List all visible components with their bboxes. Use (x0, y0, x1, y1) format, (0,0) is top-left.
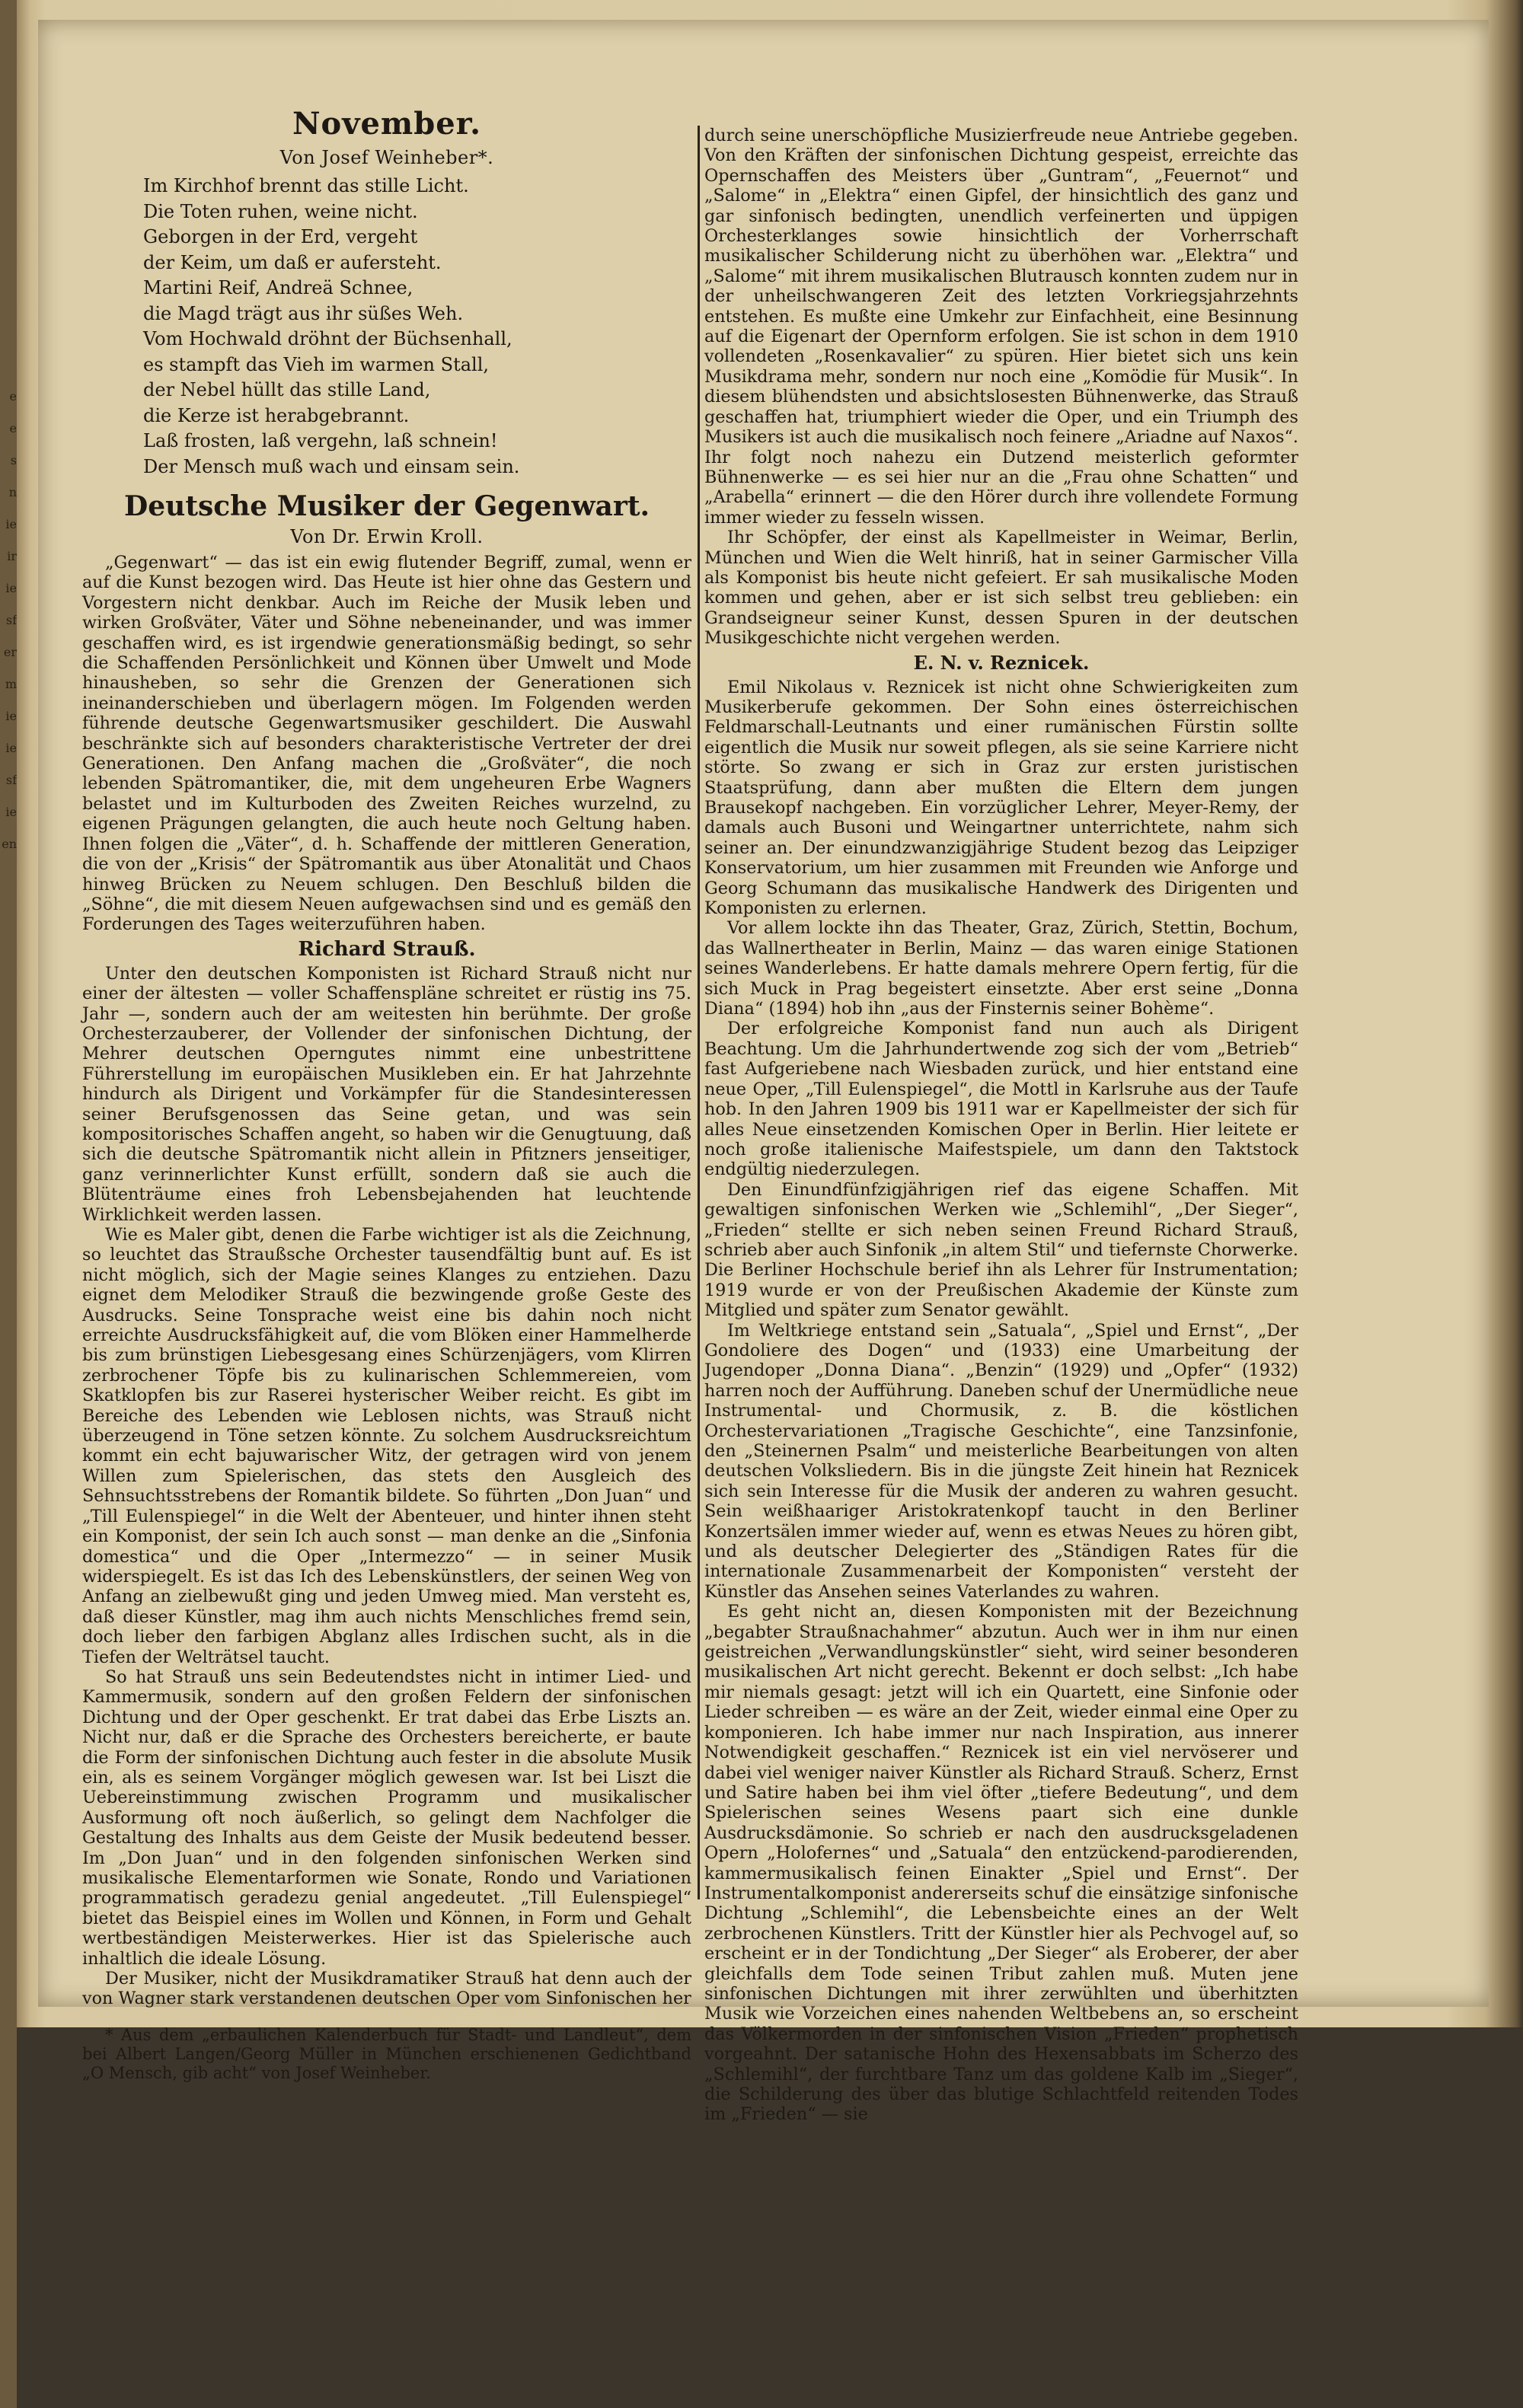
margin-fragment: s (10, 453, 17, 467)
margin-fragment: er (3, 645, 17, 659)
section-heading-reznicek: E. N. v. Reznicek. (913, 651, 1090, 674)
paragraph: Den Einundfünfzigjährigen rief das eigene Schaffen. Mit gewaltigen sinfonischen Werken wie „Schlemihl“, „Der Sieger“, „Frieden“ stellte er sich neben seinen Freund Richard Strauß, schrieb aber auch Sinfonik „in altem Stil“ und tiefernste Chorwerke. Die Berliner Hochschule berief ihn als Lehrer für Instrumentation; 1919 wurde er von der Preußischen Akademie der Künste zum Mitglied und später zum Senator gewählt. (704, 1179, 1298, 1321)
poem-line: Im Kirchhof brennt das stille Licht. (143, 175, 469, 196)
poem-line: die Magd trägt aus ihr süßes Weh. (143, 302, 464, 324)
column-rule (698, 126, 700, 1899)
paragraph: Ihr Schöpfer, der einst als Kapellmeister in Weimar, Berlin, München und Wien die Welt hinriß, hat in seiner Garmischer Villa als Komponist bis heute nicht gefeiert. Er sah musikalische Moden kommen und gehen, aber er ist sich selbst treu geblieben: ein Grandseigneur seiner Kunst, dessen Spuren in der deutschen Musikgeschichte nicht vergehen werden. (704, 528, 1298, 649)
paragraph: Vor allem lockte ihn das Theater, Graz, Zürich, Stettin, Bochum, das Wallnertheater in Berlin, Mainz — das waren einige Stationen seines Wanderlebens. Er hatte damals mehrere Opern fertig, für die sich Muck in Prag begeistert einsetzte. Aber erst seine „Donna Diana“ (1894) hob ihn „aus der Finsternis seiner Bohème“. (704, 918, 1298, 1019)
poem-line: die Kerze ist herabgebrannt. (143, 404, 410, 426)
paragraph: Unter den deutschen Komponisten ist Richard Strauß nicht nur einer der ältesten — voller Schaffenspläne schreitet er rüstig ins 75. Jahr —, sondern auch der am weitesten hin berühmte. Der große Orchesterzauberer, der Vollender der sinfonischen Dichtung, der Mehrer deutschen Operngutes nimmt eine unbestrittene Führerstellung im europäischen Musikleben ein. Er hat Jahrzehnte hindurch als Dirigent und Vorkämpfer für die Standesinteressen seiner Berufsgenossen das Seine getan, und was sein kompositorisches Schaffen angeht, so haben wir die Genugtuung, daß sich die deutsche Spätromantik nicht allein in Pfitzners jenseitiger, ganz verinnerlichter Kunst erfüllt, sondern daß sie auch die Blütenträume eines froh Lebensbejahenden hat leuchtende Wirklichkeit werden lassen. (82, 963, 691, 1225)
poem-title: November. (292, 106, 481, 142)
margin-fragment: sf (5, 773, 17, 787)
margin-fragment: ie (5, 741, 17, 755)
article-title: Deutsche Musiker der Gegenwart. (124, 490, 650, 522)
margin-fragment: ie (5, 517, 17, 531)
poem-byline: Von Josef Weinheber*. (279, 147, 494, 168)
poem-body (143, 174, 691, 480)
margin-fragment: ie (5, 709, 17, 723)
poem-line: der Keim, um daß er aufersteht. (143, 251, 442, 273)
margin-fragment: m (5, 677, 17, 691)
paragraph: Im Weltkriege entstand sein „Satuala“, „Spiel und Ernst“, „Der Gondoliere des Dogen“ und (1933) eine Umarbeitung der Jugendoper „Donna Diana“. „Benzin“ (1929) und „Opfer“ (1932) harren noch der Aufführung. Daneben schuf der Unermüdliche neue Instrumental- und Chormusik, z. B. die köstlichen Orchestervariationen „Tragische Geschichte“, eine Tanzsinfonie, den „Steinernen Psalm“ und meisterliche Bearbeitungen von alten deutschen Volksliedern. Bis in die jüngste Zeit hinein hat Reznicek sich sein Interesse für die Musik der anderen zu wahren gesucht. Sein weißhaariger Aristokratenkopf taucht in den Berliner Konzertsälen immer wieder auf, wenn es etwas Neues zu hören gibt, und als deutscher Delegierter des „Ständigen Rates für die internationale Zusammenarbeit der Komponisten“ versteht der Künstler das Ansehen seines Vaterlandes zu wahren. (704, 1320, 1298, 1602)
margin-fragment: sf (5, 613, 17, 627)
margin-fragment: ir (7, 549, 17, 563)
margin-fragment: n (8, 485, 17, 499)
paragraph: So hat Strauß uns sein Bedeutendstes nicht in intimer Lied- und Kammermusik, sondern auf den großen Feldern der sinfonischen Dichtung und der Oper geschenkt. Er trat dabei das Erbe Liszts an. Nicht nur, daß er die Sprache des Orchesters bereicherte, er baute die Form der sinfonischen Dichtung auch fester in die absolute Musik ein, als es seinem Vorgänger möglich gewesen war. Ist bei Liszt die Uebereinstimmung zwischen Programm und musikalischer Ausformung oft noch äußerlich, so gelingt dem Nachfolger die Gestaltung des Inhalts aus dem Geiste der Musik bedeutend besser. Im „Don Juan“ und in den folgenden sinfonischen Werken sind musikalische Elementarformen wie Sonate, Rondo und Variationen programmatisch geradezu genial angedeutet. „Till Eulenspiegel“ bietet das Beispiel eines im Wollen und Können, in Form und Gehalt wertbeständigen Meisterwerkes. Hier ist das Spielerische auch inhaltlich die ideale Lösung. (82, 1666, 691, 1969)
poem-line: Martini Reif, Andreä Schnee, (143, 277, 413, 298)
paragraph: Es geht nicht an, diesen Komponisten mit der Bezeichnung „begabter Straußnachahmer“ abzutun. Auch wer in ihm nur einen geistreichen „Verwandlungskünstler“ sieht, wird seiner besonderen musikalischen Art nicht gerecht. Bekennt er doch selbst: „Ich habe mir niemals gesagt: jetzt will ich ein Quartett, eine Sinfonie oder Lieder schreiben — es wäre an der Zeit, wieder einmal eine Oper zu komponieren. Ich habe immer nur nach Inspiration, aus innerer Notwendigkeit geschaffen.“ Reznicek ist ein viel nervöserer und dabei viel weniger naiver Künstler als Richard Strauß. Scherz, Ernst und Satire haben bei ihm viel öfter „tiefere Bedeutung“, und dem Spielerischen seines Wesens paart sich eine dunkle Ausdrucksdämonie. So schrieb er nach den ausdrucksgeladenen Opern „Holofernes“ und „Satuala“ den entzückend-parodierenden, kammermusikalisch feinen Einakter „Spiel und Ernst“. Der Instrumentalkomponist andererseits schuf die einsätzige sinfonische Dichtung „Schlemihl“, die Lebensbeichte eines an der Welt zerbrochenen Künstlers. Tritt der Künstler hier als Pechvogel auf, so erscheint er in der Tondichtung „Der Sieger“ als Eroberer, der aber gleichfalls dem Tode seinen Tribut zahlen muß. Muten jene sinfonischen Dichtungen mit ihrer zerwühlten und überhitzten Musik wie Vorzeichen eines nahenden Weltbebens an, so erscheint das Völkermorden in der sinfonischen Vision „Frieden“ prophetisch vorgeahnt. Der satanische Hohn des Hexensabbats im Scherzo des „Schlemihl“, der furchtbare Tanz um das goldene Kalb im „Sieger“, die Schilderung des über das blutige Schlachtfeld reitenden Todes im „Frieden“ — sie (704, 1602, 1298, 2125)
poem-line: Laß frosten, laß vergehn, laß schnein! (143, 430, 498, 451)
right-column (704, 126, 1298, 2125)
margin-fragment: ie (5, 805, 17, 819)
paragraph-continuation: durch seine unerschöpfliche Musizierfreude neue Antriebe gegeben. Von den Kräften der sinfonischen Dichtung gespeist, erreichte das Opernschaffen des Meisters über „Guntram“, „Feuernot“ und „Salome“ in „Elektra“ einen Gipfel, der hinsichtlich des ganz und gar sinfonisch bedingten, unendlich verfeinerten und üppigen Orchesterklanges sowie hinsichtlich der Vorherrschaft musikalischer Schilderung nicht zu überhöhen war. „Elektra“ und „Salome“ mit ihrem musikalischen Blutrausch konnten zudem nur in der unheilschwangeren Zeit des letzten Vorkriegsjahrzehnts entstehen. Es mußte eine Umkehr zur Einfachheit, eine Besinnung auf die Eigenart der Opernform erfolgen. Sie ist schon in dem 1910 vollendeten „Rosenkavalier“ zu spüren. Hier bietet sich uns kein Musikdrama mehr, sondern nur noch eine „Komödie für Musik“. In diesem blühendsten und absichtslosesten Bühnenwerke, das Strauß geschaffen hat, triumphiert wieder die Oper, und ein Triumph des Musikers ist auch die musikalisch noch feinere „Ariadne auf Naxos“. Ihr folgt noch nahezu ein Dutzend meisterlich geformter Bühnenwerke — es sei hier nur an die „Frau ohne Schatten“ und „Arabella“ erinnert — die den Hörer durch ihre vollendete Formung immer wieder zu fesseln wissen. (704, 126, 1298, 528)
paragraph: Wie es Maler gibt, denen die Farbe wichtiger ist als die Zeichnung, so leuchtet das Straußsche Orchester tausendfältig bunt auf. Es ist nicht möglich, sich der Magie seines Klanges zu entziehen. Dazu eignet dem Melodiker Strauß die bezwingende große Geste des Ausdrucks. Seine Tonsprache weist eine bis dahin noch nicht erreichte Ausdrucksfähigkeit auf, die vom Blöken einer Hammelherde bis zum brünstigen Liebesgesang eines Schürzenjägers, vom Klirren zerbrochener Töpfe bis zu kulinarischen Schlemmereien, vom Skatklopfen bis zur Raserei hysterischer Weiber reicht. Es gibt im Bereiche des Lebenden wie Leblosen nichts, was Strauß nicht überzeugend in Töne setzen könnte. Zu solchem Ausdrucksreichtum kommt ein echt bajuwarischer Witz, der getragen wird von jenem Willen zum Spielerischen, das stets den Ausgleich des Sehnsuchtsstrebens der Romantik bildete. So führten „Don Juan“ und „Till Eulenspiegel“ in die Welt der Abenteuer, und hinter ihnen steht ein Komponist, der sein Ich auch sonst — man denke an die „Sinfonia domestica“ und die Oper „Intermezzo“ — in seiner Musik widerspiegelt. Es ist das Ich des Lebenskünstlers, der seinen Weg von Anfang an zielbewußt ging und jeden Umweg mied. Man versteht es, daß dieser Künstler, mag ihm auch nichts Menschliches fremd sein, doch lieber den farbigen Abglanz alles Irdischen sucht, als in die Tiefen der Welträtsel taucht. (82, 1225, 691, 1667)
left-column (82, 107, 691, 2083)
paragraph: Emil Nikolaus v. Reznicek ist nicht ohne Schwierigkeiten zum Musikerberufe gekommen. Der Sohn eines österreichischen Feldmarschall-Leutnants und einer rumänischen Fürstin sollte eigentlich die Musik nur soweit pflegen, als sie seine Karriere nicht störte. So zwang er sich in Graz zur ersten juristischen Staatsprüfung, dann aber mußten die Eltern dem jungen Brausekopf nachgeben. Ein vorzüglicher Lehrer, Meyer-Remy, der damals auch Busoni und Weingartner unterrichtete, nahm sich seiner an. Der einundzwanzigjährige Student bezog das Leipziger Konservatorium, um hier zusammen mit Freunden wie Anforge und Georg Schumann das musikalische Handwerk des Dirigenten und Komponisten zu erlernen. (704, 677, 1298, 919)
poem-line: Der Mensch muß wach und einsam sein. (143, 455, 520, 477)
paragraph: Der erfolgreiche Komponist fand nun auch als Dirigent Beachtung. Um die Jahrhundertwende zog sich der vom „Betrieb“ fast Aufgeriebene nach Wiesbaden zurück, und hier entstand eine neue Oper, „Till Eulenspiegel“, die Mottl in Karlsruhe aus der Taufe hob. In den Jahren 1909 bis 1911 war er Kapellmeister der sich für alles Neue einsetzenden Komischen Oper in Berlin. Hier leitete er noch große italienische Maifestspiele, um dann den Taktstock endgültig niederzulegen. (704, 1019, 1298, 1180)
adjacent-page-margin (0, 0, 17, 2408)
margin-fragment: e (9, 421, 17, 435)
poem-line: Vom Hochwald dröhnt der Büchsenhall, (143, 328, 512, 349)
paragraph-continued: Der Musiker, nicht der Musikdramatiker Strauß hat denn auch der von Wagner stark verstandenen deutschen Oper vom Sinfonischen her (82, 1969, 691, 2009)
poem-line: der Nebel hüllt das stille Land, (143, 379, 431, 400)
poem-line: Die Toten ruhen, weine nicht. (143, 200, 418, 222)
footnote: * Aus dem „erbaulichen Kalenderbuch für Stadt- und Landleut“, dem bei Albert Langen/Georg Müller in München erschienenen Gedichtband „O Mensch, gib acht“ von Josef Weinheber. (82, 2025, 691, 2082)
article-byline: Von Dr. Erwin Kroll. (290, 526, 484, 547)
poem-line: Geborgen in der Erd, vergeht (143, 226, 418, 247)
margin-fragment: e (9, 389, 17, 403)
margin-fragment: ie (5, 581, 17, 595)
article-intro: „Gegenwart“ — das ist ein ewig flutender Begriff, zumal, wenn er auf die Kunst bezogen wird. Das Heute ist hier ohne das Gestern und Vorgestern nicht denkbar. Auch im Reiche der Musik leben und wirken Großväter, Väter und Söhne nebeneinander, und was immer geschaffen wird, es ist irgendwie generationsmäßig bedingt, so sehr die Schaffenden Persönlichkeit und Können über Umwelt und Mode hinausheben, so sehr die Grenzen der Generationen sich ineinanderschieben und überlagern mögen. Im Folgenden werden führende deutsche Gegenwartsmusiker geschildert. Die Auswahl beschränkte sich auf besonders charakteristische Vertreter der drei Generationen. Den Anfang machen die „Großväter“, die noch lebenden Spätromantiker, die, mit dem ungeheuren Erbe Wagners belastet und im Kulturboden des Zweiten Reiches wurzelnd, zu eigenen Prägungen gelangten, die auch heute noch Geltung haben. Ihnen folgen die „Väter“, d. h. Schaffende der mittleren Generation, die von der „Krisis“ der Spätromantik aus über Atonalität und Chaos hinweg Brücken zu Neuem schlugen. Den Beschluß bilden die „Söhne“, die mit diesem Neuen aufgewachsen sind und es gemäß den Forderungen des Tages weiterzuführen haben. (82, 553, 691, 935)
margin-fragment: en (2, 837, 17, 851)
section-heading-strauss: Richard Strauß. (298, 937, 476, 961)
poem-line: es stampft das Vieh im warmen Stall, (143, 353, 489, 375)
